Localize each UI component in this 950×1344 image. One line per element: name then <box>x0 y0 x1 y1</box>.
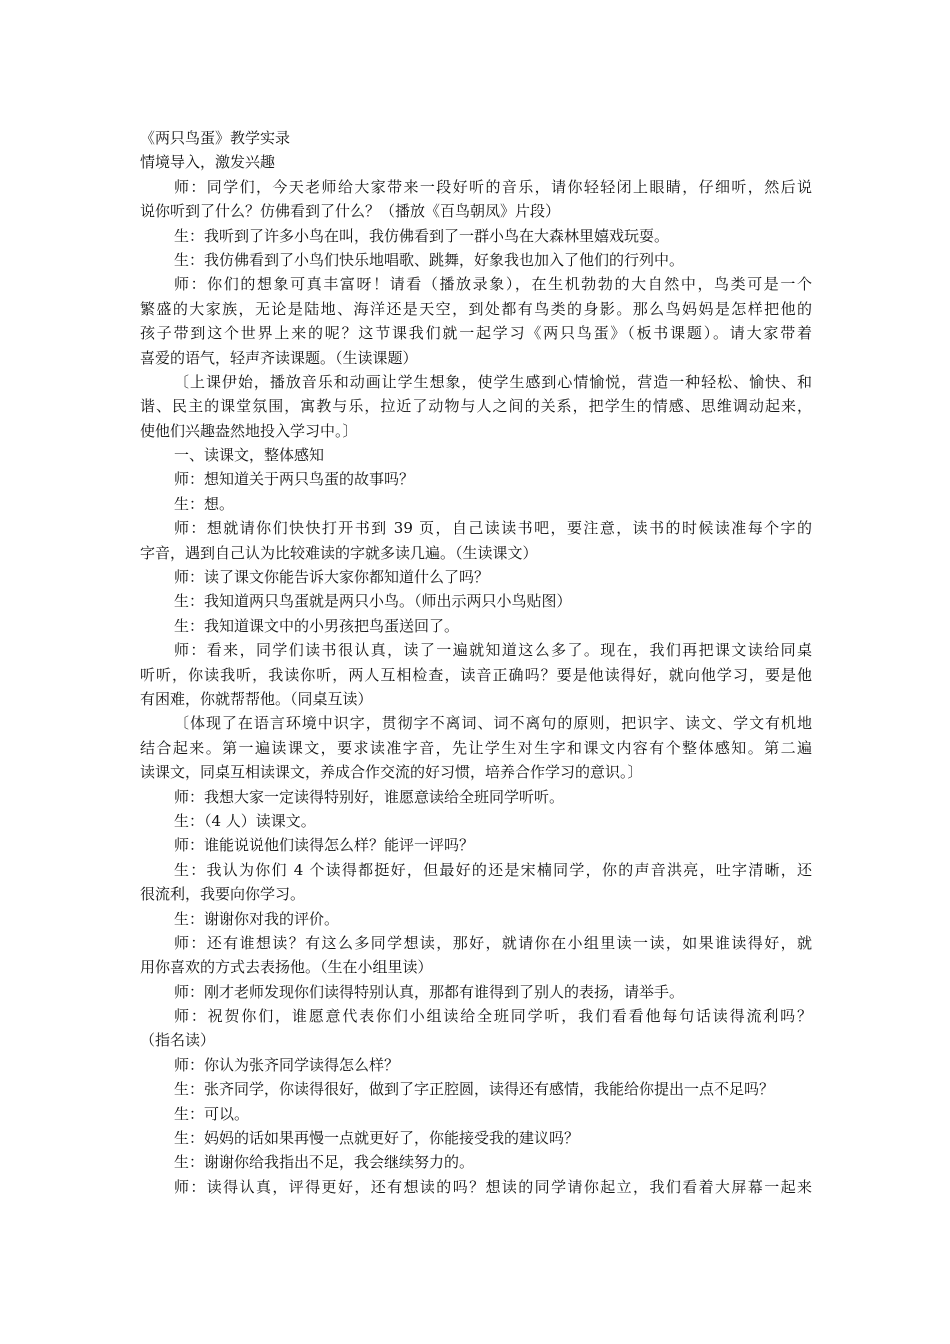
paragraph-line: 师：我想大家一定读得特别好，谁愿意读给全班同学听听。 <box>174 787 565 806</box>
paragraph-line: 生：我知道两只鸟蛋就是两只小鸟。（师出示两只小鸟贴图） <box>174 592 572 611</box>
paragraph-line: 字音，遇到自己认为比较难读的字就多读几遍。（生读课文） <box>140 543 538 562</box>
paragraph-line: 师：你认为张齐同学读得怎么样？ <box>174 1055 400 1074</box>
paragraph-line: 师：还有谁想读？有这么多同学想读，那好，就请你在小组里读一读，如果谁读得好，就 <box>174 933 812 952</box>
paragraph-line: 生：（4 人）读课文。 <box>174 811 316 830</box>
paragraph-line: 师：谁能说说他们读得怎么样？能评一评吗？ <box>174 836 475 855</box>
paragraph-line: 生：妈妈的话如果再慢一点就更好了，你能接受我的建议吗？ <box>174 1129 580 1148</box>
paragraph-line: 师：同学们，今天老师给大家带来一段好听的音乐，请你轻轻闭上眼睛，仔细听，然后说 <box>174 177 812 196</box>
paragraph-line: 生：我认为你们 4 个读得都挺好，但最好的还是宋楠同学，你的声音洪亮，吐字清晰，还 <box>174 860 812 879</box>
paragraph-line: 说你听到了什么？仿佛看到了什么？（播放《百鸟朝凤》片段） <box>140 202 561 221</box>
paragraph-line: 生：我知道课文中的小男孩把鸟蛋送回了。 <box>174 616 460 635</box>
annotation-line: 〔上课伊始，播放音乐和动画让学生想象，使学生感到心情愉悦，营造一种轻松、愉快、和 <box>174 372 812 391</box>
paragraph-line: 生：谢谢你对我的评价。 <box>174 909 340 928</box>
paragraph-line: 生：我仿佛看到了小鸟们快乐地唱歌、跳舞，好象我也加入了他们的行列中。 <box>174 250 685 269</box>
paragraph-line: 师：祝贺你们，谁愿意代表你们小组读给全班同学听，我们看看他每句话读得流利吗？ <box>174 1007 812 1026</box>
paragraph-line: 孩子带到这个世界上来的呢？这节课我们就一起学习《两只鸟蛋》（板书课题）。请大家带着 <box>140 324 812 343</box>
paragraph-line: 师：想知道关于两只鸟蛋的故事吗？ <box>174 470 415 489</box>
paragraph-line: 用你喜欢的方式去表扬他。（生在小组里读） <box>140 958 433 977</box>
paragraph-line: 很流利，我要向你学习。 <box>140 885 306 904</box>
paragraph-line: 繁盛的大家族，无论是陆地、海洋还是天空，到处都有鸟类的身影。那么鸟妈妈是怎样把他的 <box>140 299 812 318</box>
annotation-line: 〔体现了在语言环境中识字，贯彻字不离词、词不离句的原则，把识字、读文、学文有机地 <box>174 714 812 733</box>
document-page <box>140 126 812 1199</box>
paragraph-line: 生：想。 <box>174 494 235 513</box>
paragraph-line: （指名读） <box>140 1031 216 1050</box>
paragraph-line: 生：我听到了许多小鸟在叫，我仿佛看到了一群小鸟在大森林里嬉戏玩耍。 <box>174 226 670 245</box>
paragraph-line: 有困难，你就帮帮他。（同桌互读） <box>140 689 373 708</box>
annotation-line: 结合起来。第一遍读课文，要求读准字音，先让学生对生字和课文内容有个整体感知。第二遍 <box>140 738 812 757</box>
paragraph-line: 生：张齐同学，你读得很好，做到了字正腔圆，读得还有感情，我能给你提出一点不足吗？ <box>174 1080 775 1099</box>
paragraph-line: 师：读了课文你能告诉大家你都知道什么了吗？ <box>174 568 490 587</box>
document-title: 《两只鸟蛋》教学实录 <box>140 129 291 147</box>
paragraph-line: 生：可以。 <box>174 1104 250 1123</box>
paragraph-line: 生：谢谢你给我指出不足，我会继续努力的。 <box>174 1153 475 1172</box>
paragraph-line: 喜爱的语气，轻声齐读课题。（生读课题） <box>140 348 418 367</box>
paragraph-line: 师：看来，同学们读书很认真，读了一遍就知道这么多了。现在，我们再把课文读给同桌 <box>174 641 812 660</box>
subsection-heading: 一、读课文，整体感知 <box>174 446 325 465</box>
paragraph-line: 师：想就请你们快快打开书到 39 页，自己读读书吧，要注意，读书的时候读准每个字的 <box>174 519 812 538</box>
paragraph-line: 师：你们的想象可真丰富呀！请看（播放录象），在生机勃勃的大自然中，鸟类可是一个 <box>174 275 812 294</box>
annotation-line: 谐、民主的课堂氛围，寓教与乐，拉近了动物与人之间的关系，把学生的情感、思维调动起来， <box>140 397 812 416</box>
paragraph-line: 听听，你读我听，我读你听，两人互相检查，读音正确吗？要是他读得好，就向他学习，要是他 <box>140 665 812 684</box>
paragraph-line: 师：读得认真，评得更好，还有想读的吗？想读的同学请你起立，我们看着大屏幕一起来 <box>174 1177 812 1196</box>
paragraph-line: 师：刚才老师发现你们读得特别认真，那都有谁得到了别人的表扬，请举手。 <box>174 982 685 1001</box>
section-heading: 情境导入，激发兴趣 <box>140 153 276 172</box>
annotation-line: 读课文，同桌互相读课文，养成合作交流的好习惯，培养合作学习的意识。〕 <box>140 763 643 782</box>
annotation-line: 使他们兴趣盎然地投入学习中。〕 <box>140 421 358 440</box>
